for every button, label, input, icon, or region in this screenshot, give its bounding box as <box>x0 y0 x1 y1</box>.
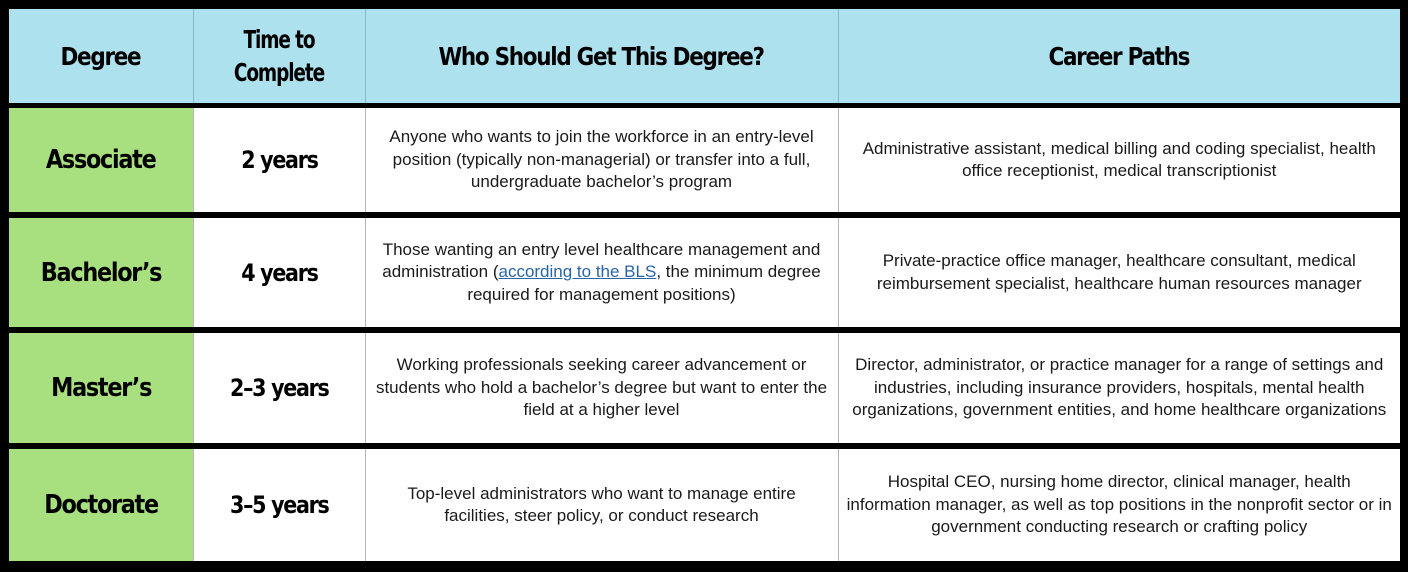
who-cell: Anyone who wants to join the workforce in an entry-level position (typically non-managerial) or transfer into a full, undergraduate bachelor’s program <box>365 108 838 212</box>
table-header-row <box>9 9 1400 103</box>
table-row-associate <box>9 108 1400 212</box>
time-cell: 2–3 years <box>193 333 365 443</box>
degree-cell: Associate <box>9 108 193 212</box>
header-degree: Degree <box>9 9 193 103</box>
career-cell: Hospital CEO, nursing home director, clinical manager, health information manager, as well as top positions in the nonprofit sector or in government conducting research or crafting policy <box>838 449 1400 561</box>
degree-cell: Doctorate <box>9 449 193 561</box>
header-who-should-get: Who Should Get This Degree? <box>365 9 838 103</box>
table-row-bachelors <box>9 218 1400 327</box>
career-cell: Director, administrator, or practice manager for a range of settings and industries, including insurance providers, hospitals, mental health organizations, government entities, and home healthcare organizations <box>838 333 1400 443</box>
table-row-doctorate <box>9 449 1400 561</box>
who-cell: Top-level administrators who want to manage entire facilities, steer policy, or conduct research <box>365 449 838 561</box>
table-row-masters <box>9 333 1400 443</box>
who-cell: Working professionals seeking career advancement or students who hold a bachelor’s degree but want to enter the field at a higher level <box>365 333 838 443</box>
time-cell: 4 years <box>193 218 365 327</box>
header-time-line2: Complete <box>233 58 325 87</box>
who-cell <box>365 218 838 327</box>
time-cell: 3–5 years <box>193 449 365 561</box>
header-time-to-complete <box>193 9 365 103</box>
bls-link[interactable]: according to the BLS <box>498 262 657 282</box>
header-time-line1: Time to <box>243 25 315 54</box>
degree-cell: Master’s <box>9 333 193 443</box>
career-cell: Administrative assistant, medical billing and coding specialist, health office receptionist, medical transcriptionist <box>838 108 1400 212</box>
who-text-before-link: Those wanting an entry level healthcare management and administration ( <box>382 239 821 282</box>
time-cell: 2 years <box>193 108 365 212</box>
header-career-paths: Career Paths <box>838 9 1400 103</box>
who-text-after-link: , the minimum degree required for management positions) <box>467 262 821 304</box>
career-cell: Private-practice office manager, healthcare consultant, medical reimbursement specialist, healthcare human resources manager <box>838 218 1400 327</box>
degree-cell: Bachelor’s <box>9 218 193 327</box>
degree-comparison-table <box>9 9 1400 561</box>
